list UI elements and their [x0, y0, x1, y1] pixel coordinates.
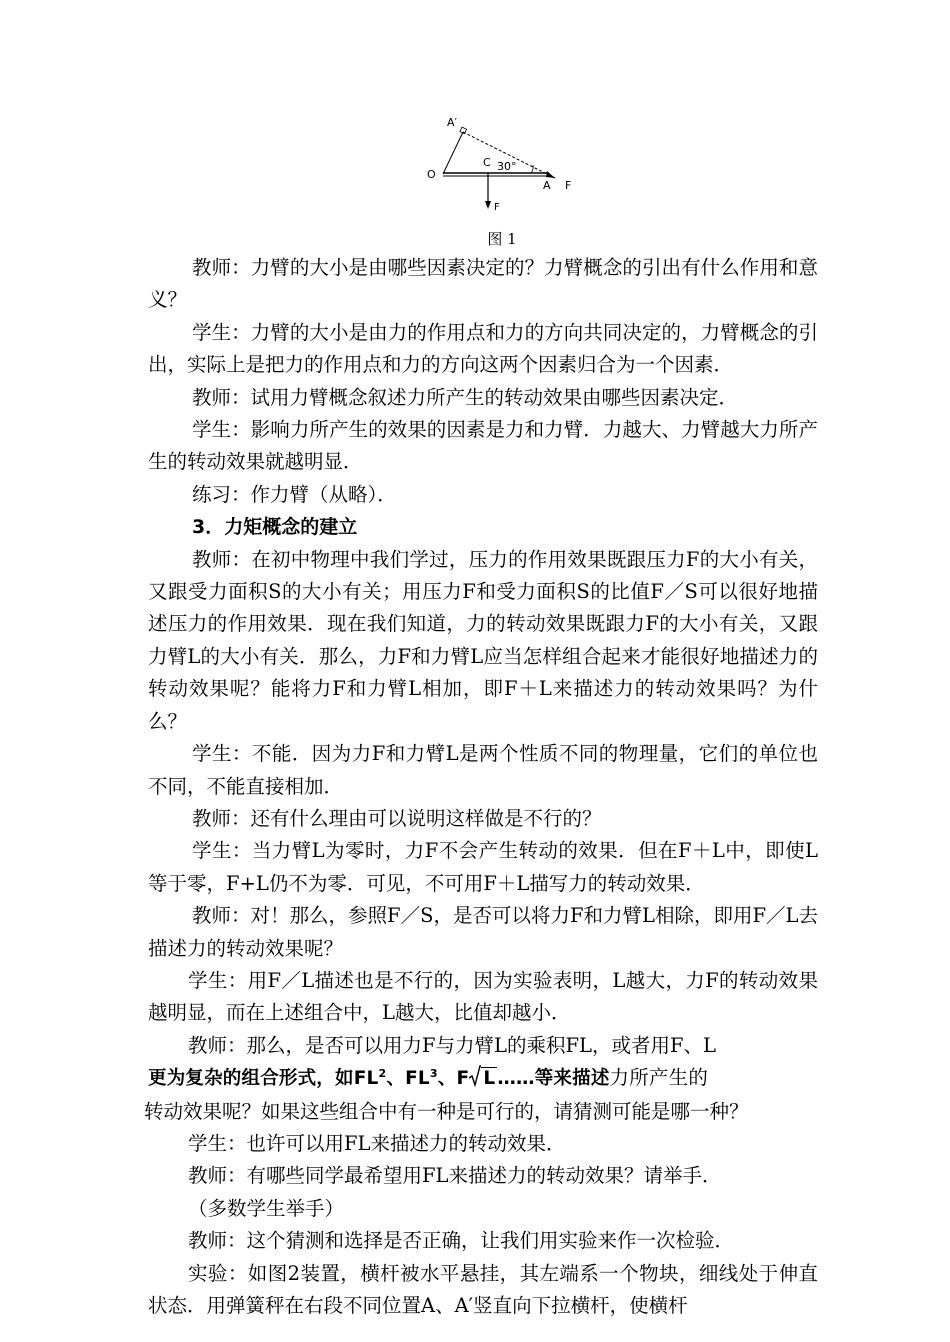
paragraph: 学生：用F／L描述也是不行的，因为实验表明，L越大，力F的转动效果越明显，而在上述组合中，L越大，比值却越小． — [148, 968, 818, 1025]
formula-line-rest: 力所产生的 — [609, 1066, 709, 1090]
paragraph: 学生：力臂的大小是由力的作用点和力的方向共同决定的，力臂概念的引出，实际上是把力的作用点和力的方向这两个因素归合为一个因素． — [148, 320, 818, 377]
force-arrow-right — [546, 171, 555, 178]
formula-line — [148, 1062, 818, 1095]
label-angle: 30° — [497, 160, 517, 173]
label-a: A — [543, 179, 551, 192]
lever-arm-diagram — [415, 112, 590, 217]
exponent: 2 — [378, 1067, 387, 1080]
paragraph: 教师：有哪些同学最希望用FL来描述力的转动效果？请举手． — [188, 1164, 722, 1188]
paragraph: 教师：这个猜测和选择是否正确，让我们用实验来作一次检验． — [188, 1229, 735, 1253]
label-f-down: F — [494, 202, 500, 213]
paragraph: 教师：那么，是否可以用力F与力臂L的乘积FL，或者用F、L — [188, 1033, 716, 1057]
paragraph: 学生：影响力所产生的效果的因素是力和力臂．力越大、力臂越大力所产生的转动效果就越明显． — [148, 418, 818, 474]
formula-text: 、F — [437, 1068, 470, 1090]
square-root — [469, 1063, 497, 1095]
figure-caption: 图 1 — [487, 230, 517, 248]
label-a-prime: A′ — [447, 116, 458, 129]
paragraph: 教师：在初中物理中我们学过，压力的作用效果既跟压力F的大小有关，又跟受力面积S的大小有关；用压力F和受力面积S的比值F／S可以很好地描述压力的作用效果．现在我们知道，力的转动效果既跟力F的大小有关，又跟力臂L的大小有关．那么，力F和力臂L应当怎样组合起来才能很好地描述力的转动效果呢？能将力F和力臂L相加，即F＋L来描述力的转动效果吗？为什么？ — [148, 547, 818, 733]
force-arrow-down — [485, 201, 491, 209]
paragraph: 学生：当力臂L为零时，力F不会产生转动的效果．但在F＋L中，即使L等于零，F+L仍不为零．可见，不可用F＋L描写力的转动效果． — [148, 839, 818, 895]
formula-text: 、FL — [386, 1068, 430, 1090]
exponent: 3 — [429, 1067, 438, 1080]
formula-text: ……等来描述 — [497, 1068, 610, 1090]
radicand: L — [483, 1068, 496, 1090]
label-f-right: F — [565, 179, 572, 192]
paragraph: 练习：作力臂（从略）． — [192, 482, 397, 506]
lever-arm-line — [443, 132, 463, 174]
label-o: O — [427, 168, 436, 181]
formula-text: 更为复杂的组合形式，如FL — [148, 1068, 379, 1090]
paragraph: （多数学生举手） — [188, 1196, 345, 1220]
paragraph: 教师：还有什么理由可以说明这样做是不行的？ — [192, 806, 602, 830]
body-text — [144, 252, 818, 1322]
paragraph: 学生：不能．因为力F和力臂L是两个性质不同的物理量，它们的单位也不同，不能直接相加． — [148, 742, 818, 798]
paragraph: 实验：如图2装置，横杆被水平悬挂，其左端系一个物块，细线处于伸直状态．用弹簧秤在右段不同位置A、A′竖直向下拉横杆，使横杆 — [148, 1261, 818, 1317]
label-c: C — [483, 156, 491, 169]
paragraph: 学生：也许可以用FL来描述力的转动效果． — [188, 1131, 566, 1155]
paragraph: 教师：试用力臂概念叙述力所产生的转动效果由哪些因素决定． — [192, 385, 739, 409]
paragraph: 教师：对！那么，参照F／S，是否可以将力F和力臂L相除，即用F／L去描述力的转动效果呢？ — [148, 904, 818, 960]
paragraph: 教师：力臂的大小是由哪些因素决定的？力臂概念的引出有什么作用和意义？ — [148, 256, 818, 312]
paragraph: 转动效果呢？如果这些组合中有一种是可行的，请猜测可能是哪一种？ — [144, 1099, 749, 1123]
radical-sign-icon — [469, 1065, 481, 1087]
section-heading: 3．力矩概念的建立 — [192, 516, 358, 539]
